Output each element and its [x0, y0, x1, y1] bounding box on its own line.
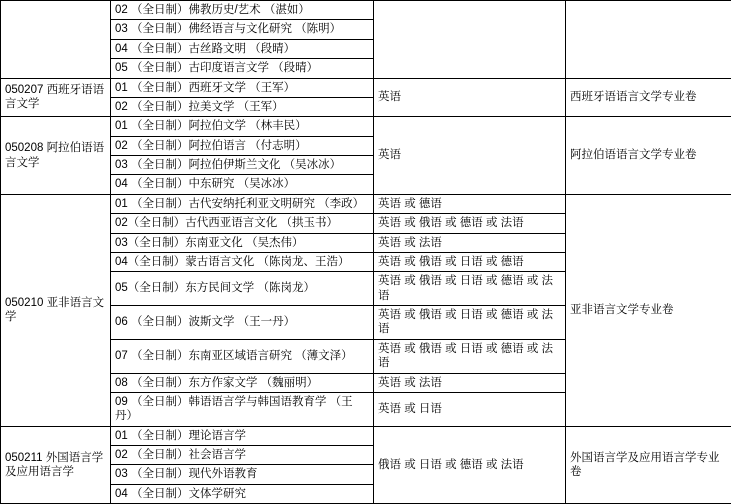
- cell-direction: 04（全日制）蒙古语言文化 （陈岗龙、王浩）: [111, 252, 374, 271]
- cell-direction: 04 （全日制）中东研究 （吴冰冰）: [111, 175, 374, 194]
- cell-foreign-language: 英语 或 俄语 或 日语 或 德语 或 法语: [374, 272, 566, 306]
- cell-direction: 01 （全日制）理论语言学: [111, 426, 374, 445]
- cell-direction: 05（全日制）东方民间文学 （陈岗龙）: [111, 272, 374, 306]
- cell-foreign-language: 英语 或 法语: [374, 233, 566, 252]
- cell-program-code: [1, 1, 111, 79]
- cell-direction: 04 （全日制）古丝路文明 （段晴）: [111, 39, 374, 58]
- table-row: [1, 1, 731, 20]
- cell-direction: 02 （全日制）社会语言学: [111, 446, 374, 465]
- cell-direction: 03 （全日制）阿拉伯伊斯兰文化 （吴冰冰）: [111, 156, 374, 175]
- cell-direction: 09 （全日制）韩语语言学与韩国语教育学 （王丹）: [111, 392, 374, 426]
- cell-direction: 06 （全日制）波斯文学 （王一丹）: [111, 306, 374, 340]
- table-row: [1, 117, 731, 136]
- cell-program-code: 050207 西班牙语语言文学: [1, 78, 111, 117]
- cell-exam-subject: 外国语言学及应用语言学专业卷: [566, 426, 731, 504]
- cell-direction: 05 （全日制）古印度语言文学 （段晴）: [111, 59, 374, 78]
- cell-direction: 01 （全日制）阿拉伯文学 （林丰民）: [111, 117, 374, 136]
- cell-direction: 03 （全日制）现代外语教育: [111, 465, 374, 484]
- cell-program-code: 050210 亚非语言文学: [1, 194, 111, 426]
- cell-foreign-language: 英语 或 俄语 或 日语 或 德语 或 法语: [374, 339, 566, 373]
- cell-exam-subject: [566, 1, 731, 79]
- cell-direction: 01 （全日制）西班牙文学 （王军）: [111, 78, 374, 97]
- cell-program-code: 050208 阿拉伯语语言文学: [1, 117, 111, 195]
- cell-foreign-language: [374, 1, 566, 79]
- cell-exam-subject: 亚非语言文学专业卷: [566, 194, 731, 426]
- table-row: [1, 426, 731, 445]
- cell-foreign-language: 英语 或 俄语 或 德语 或 法语: [374, 214, 566, 233]
- cell-foreign-language: 英语 或 日语: [374, 392, 566, 426]
- cell-direction: 03（全日制）东南亚文化 （吴杰伟）: [111, 233, 374, 252]
- cell-foreign-language: 俄语 或 日语 或 德语 或 法语: [374, 426, 566, 504]
- cell-direction: 08 （全日制）东方作家文学 （魏丽明）: [111, 373, 374, 392]
- cell-program-code: 050211 外国语言学及应用语言学: [1, 426, 111, 504]
- cell-foreign-language: 英语: [374, 78, 566, 117]
- cell-direction: 03 （全日制）佛经语言与文化研究 （陈明）: [111, 20, 374, 39]
- cell-direction: 04 （全日制）文体学研究: [111, 484, 374, 503]
- cell-direction: 07 （全日制）东南亚区域语言研究 （薄文泽）: [111, 339, 374, 373]
- table-row: [1, 78, 731, 97]
- cell-exam-subject: 阿拉伯语语言文学专业卷: [566, 117, 731, 195]
- cell-foreign-language: 英语 或 德语: [374, 194, 566, 213]
- cell-direction: 02 （全日制）拉美文学 （王军）: [111, 97, 374, 116]
- cell-direction: 02（全日制）古代西亚语言文化 （拱玉书）: [111, 214, 374, 233]
- cell-foreign-language: 英语 或 俄语 或 日语 或 德语 或 法语: [374, 306, 566, 340]
- cell-direction: 02 （全日制）阿拉伯语言 （付志明）: [111, 136, 374, 155]
- table-row: [1, 194, 731, 213]
- cell-direction: 01 （全日制）古代安纳托利亚文明研究 （李政）: [111, 194, 374, 213]
- cell-foreign-language: 英语 或 法语: [374, 373, 566, 392]
- cell-direction: 02 （全日制）佛教历史/艺术 （湛如）: [111, 1, 374, 20]
- cell-foreign-language: 英语 或 俄语 或 日语 或 德语: [374, 252, 566, 271]
- cell-exam-subject: 西班牙语语言文学专业卷: [566, 78, 731, 117]
- cell-foreign-language: 英语: [374, 117, 566, 195]
